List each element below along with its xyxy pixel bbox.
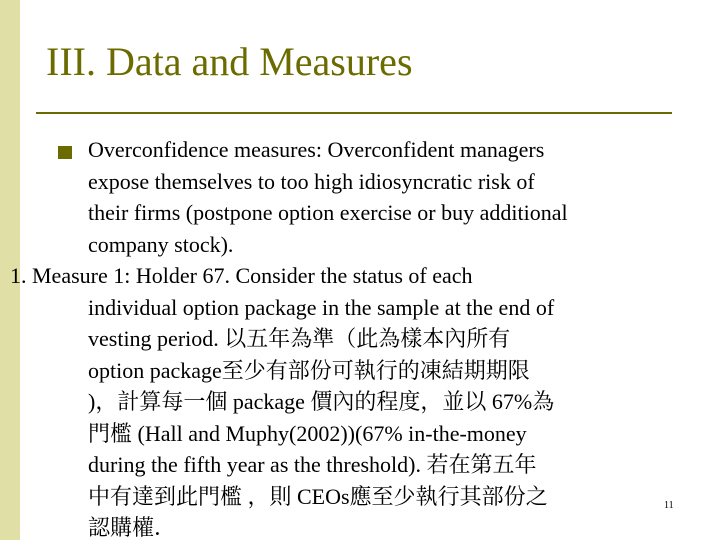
- measure-line: 認購權．: [88, 515, 177, 540]
- bullet-line: expose themselves to too high idiosyncratic risk of: [88, 168, 535, 194]
- measure-line: )，計算每一個 package 價內的程度，並以 67%為: [88, 389, 555, 414]
- bullet-line: Overconfidence measures: Overconfident managers: [88, 137, 545, 162]
- page-number: 11: [664, 500, 674, 511]
- measure-line: 1. Measure 1: Holder 67. Consider the status of each: [10, 263, 473, 288]
- measure-line: 門檻 (Hall and Muphy(2002))(67% in-the-money: [88, 420, 527, 446]
- measure-line: during the fifth year as the threshold). 若在第五年: [88, 452, 537, 477]
- measure-line: individual option package in the sample at the end of: [88, 294, 555, 320]
- bullet-line: company stock).: [88, 231, 234, 257]
- slide-title: III. Data and Measures: [46, 39, 413, 84]
- measure-line: vesting period. 以五年為準（此為樣本內所有: [88, 326, 511, 351]
- bullet-line: their firms (postpone option exercise or buy additional: [88, 200, 568, 225]
- measure-line: option package至少有部份可執行的凍結期期限: [88, 357, 530, 383]
- measure-line: 中有達到此門檻 ，則 CEOs應至少執行其部份之: [88, 483, 548, 509]
- title-divider: [36, 112, 672, 114]
- slide-body: [0, 134, 700, 540]
